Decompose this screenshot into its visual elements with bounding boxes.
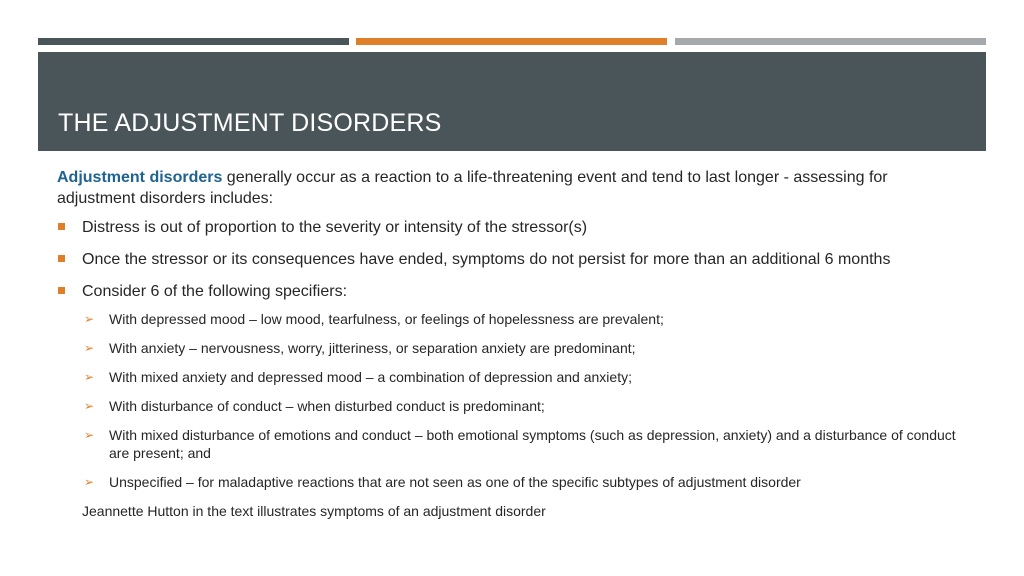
specifier-text: With mixed anxiety and depressed mood – a combination of depression and anxiety; (109, 369, 632, 385)
square-bullet-icon (58, 287, 65, 294)
specifier-item (82, 368, 957, 386)
footnote: Jeannette Hutton in the text illustrates symptoms of an adjustment disorder (82, 503, 546, 519)
arrow-bullet-icon: ➢ (84, 341, 95, 355)
arrow-bullet-icon: ➢ (84, 475, 95, 489)
bullet-text: Distress is out of proportion to the severity or intensity of the stressor(s) (82, 219, 588, 236)
arrow-bullet-icon: ➢ (84, 370, 95, 384)
arrow-bullet-icon: ➢ (84, 312, 95, 326)
arrow-bullet-icon: ➢ (84, 428, 95, 442)
accent-bar-dark (38, 38, 349, 45)
arrow-bullet-icon: ➢ (84, 399, 95, 413)
main-bullet-list (57, 217, 957, 491)
bullet-text: Consider 6 of the following specifiers: (82, 283, 348, 300)
specifier-item (82, 426, 957, 462)
specifier-item (82, 473, 957, 491)
square-bullet-icon (58, 223, 65, 230)
specifier-text: Unspecified – for maladaptive reactions that are not seen as one of the specific subtypes of adjustment disorder (109, 474, 801, 490)
specifier-text: With disturbance of conduct – when disturbed conduct is predominant; (109, 398, 545, 414)
intro-text: generally occur as a reaction to a life-threatening event and tend to last longer - assessing for adjustment disorders includes: (57, 169, 888, 207)
title-band (38, 52, 986, 151)
square-bullet-icon (58, 255, 65, 262)
specifier-item (82, 310, 957, 328)
specifier-text: With mixed disturbance of emotions and conduct – both emotional symptoms (such as depression, anxiety) and a disturbance of conduct are present; and (109, 427, 956, 461)
bullet-item (57, 217, 957, 238)
bullet-item (57, 249, 957, 270)
accent-bar-gray (675, 38, 986, 45)
specifier-item (82, 397, 957, 415)
bullet-text: Once the stressor or its consequences have ended, symptoms do not persist for more than an additional 6 months (82, 251, 891, 268)
specifier-text: With depressed mood – low mood, tearfulness, or feelings of hopelessness are prevalent; (109, 311, 664, 327)
bullet-item (57, 281, 957, 491)
slide-content (57, 167, 957, 520)
intro-highlight: Adjustment disorders (57, 169, 223, 186)
specifier-item (82, 339, 957, 357)
accent-bar-orange (356, 38, 667, 45)
intro-paragraph (57, 167, 957, 209)
slide-title: THE ADJUSTMENT DISORDERS (58, 109, 442, 137)
specifier-list (82, 310, 957, 491)
specifier-text: With anxiety – nervousness, worry, jitteriness, or separation anxiety are predominant; (109, 340, 636, 356)
